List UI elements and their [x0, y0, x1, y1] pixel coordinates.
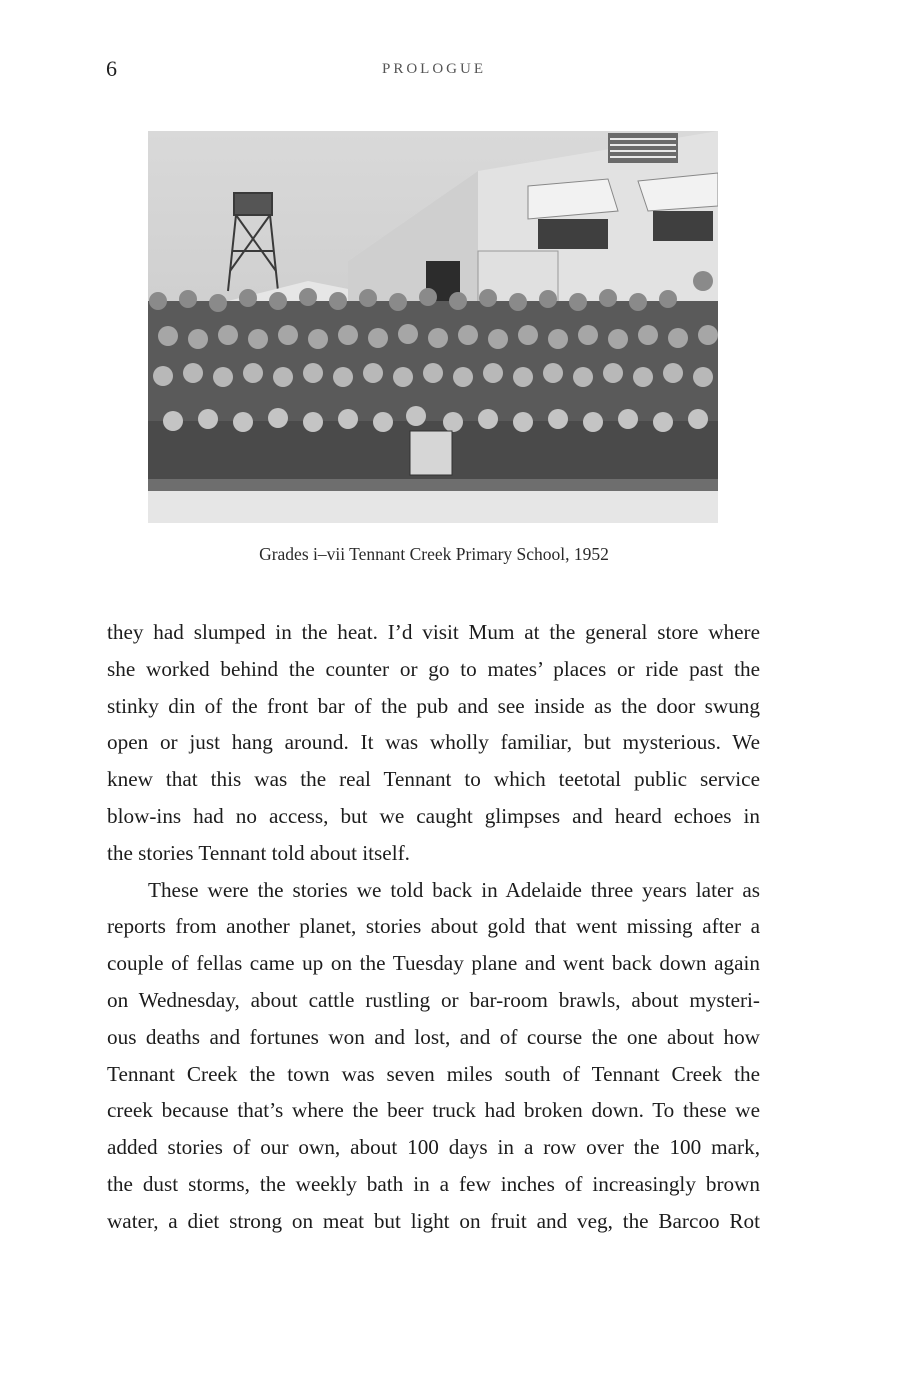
text-line: the stories Tennant told about itself.: [107, 840, 410, 865]
page-number: 6: [106, 56, 117, 81]
text-line: creek because that’s where the beer truck had broken down. To these we: [107, 1098, 760, 1123]
text-line: couple of fellas came up on the Tuesday plane and went back down again: [107, 951, 760, 976]
photo-caption: Grades i–vii Tennant Creek Primary School, 1952: [259, 544, 609, 564]
body-text: [107, 614, 760, 1240]
text-line: the dust storms, the weekly bath in a few inches of increasingly brown: [107, 1171, 760, 1196]
text-line: knew that this was the real Tennant to which teetotal public service: [107, 767, 760, 792]
text-line: ous deaths and fortunes won and lost, and of course the one about how: [107, 1024, 760, 1049]
text-line: they had slumped in the heat. I’d visit Mum at the general store where: [107, 620, 760, 644]
text-line: she worked behind the counter or go to mates’ places or ride past the: [107, 656, 760, 681]
text-line: on Wednesday, about cattle rustling or bar-room brawls, about mysteri-: [107, 987, 760, 1012]
running-head: PROLOGUE: [381, 61, 486, 77]
text-line: added stories of our own, about 100 days in a row over the 100 mark,: [107, 1135, 760, 1160]
text-line: These were the stories we told back in Adelaide three years later as: [148, 877, 760, 902]
text-line: Tennant Creek the town was seven miles south of Tennant Creek the: [107, 1061, 760, 1086]
text-line: water, a diet strong on meat but light on fruit and veg, the Barcoo Rot: [107, 1208, 760, 1233]
school-photo: [148, 131, 718, 523]
text-line: blow-ins had no access, but we caught glimpses and heard echoes in: [107, 803, 760, 828]
text-line: open or just hang around. It was wholly familiar, but mysterious. We: [107, 730, 760, 755]
text-line: stinky din of the front bar of the pub and see inside as the door swung: [107, 693, 760, 718]
text-line: reports from another planet, stories about gold that went missing after a: [107, 914, 760, 939]
